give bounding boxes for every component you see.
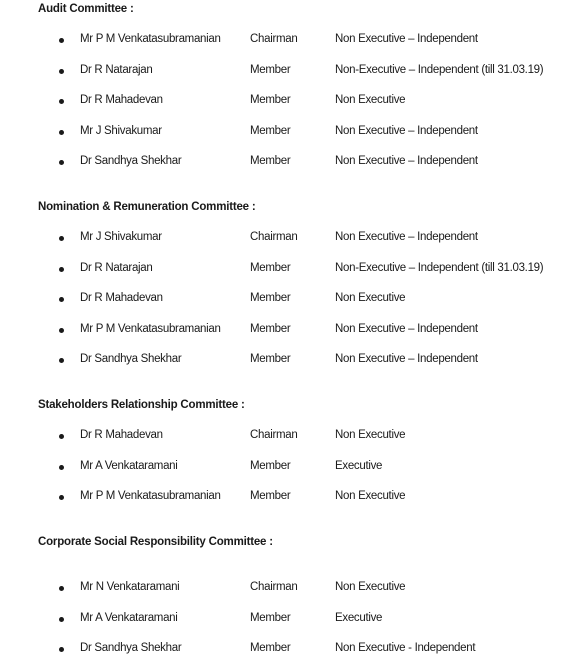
member-status: Non Executive bbox=[335, 429, 406, 441]
member-name: Mr A Venkataramani bbox=[80, 612, 178, 624]
member-name: Mr P M Venkatasubramanian bbox=[80, 323, 221, 335]
member-role: Chairman bbox=[250, 231, 298, 243]
member-name: Dr R Mahadevan bbox=[80, 94, 163, 106]
member-role: Member bbox=[250, 125, 291, 137]
bullet-icon bbox=[59, 160, 64, 165]
member-role: Member bbox=[250, 64, 291, 76]
member-row bbox=[0, 231, 578, 247]
committee-heading-csr: Corporate Social Responsibility Committee : bbox=[38, 536, 273, 548]
member-role: Member bbox=[250, 262, 291, 274]
committee-heading-stakeholders: Stakeholders Relationship Committee : bbox=[38, 399, 245, 411]
member-name: Dr R Mahadevan bbox=[80, 429, 163, 441]
member-name: Dr Sandhya Shekhar bbox=[80, 642, 182, 654]
member-status: Non Executive – Independent bbox=[335, 323, 478, 335]
bullet-icon bbox=[59, 434, 64, 439]
member-name: Mr J Shivakumar bbox=[80, 125, 162, 137]
member-row bbox=[0, 33, 578, 49]
member-role: Chairman bbox=[250, 429, 298, 441]
member-row bbox=[0, 642, 578, 658]
member-role: Member bbox=[250, 323, 291, 335]
member-name: Mr P M Venkatasubramanian bbox=[80, 33, 221, 45]
member-name: Mr P M Venkatasubramanian bbox=[80, 490, 221, 502]
member-row bbox=[0, 125, 578, 141]
member-role: Chairman bbox=[250, 33, 298, 45]
member-role: Member bbox=[250, 612, 291, 624]
bullet-icon bbox=[59, 647, 64, 652]
member-row bbox=[0, 155, 578, 171]
member-role: Member bbox=[250, 353, 291, 365]
member-role: Member bbox=[250, 642, 291, 654]
member-name: Dr R Natarajan bbox=[80, 262, 153, 274]
bullet-icon bbox=[59, 130, 64, 135]
member-name: Mr N Venkataramani bbox=[80, 581, 180, 593]
member-row bbox=[0, 323, 578, 339]
member-status: Non Executive - Independent bbox=[335, 642, 476, 654]
member-row bbox=[0, 94, 578, 110]
member-row bbox=[0, 612, 578, 628]
member-status: Non Executive – Independent bbox=[335, 353, 478, 365]
member-row bbox=[0, 353, 578, 369]
bullet-icon bbox=[59, 99, 64, 104]
member-row bbox=[0, 262, 578, 278]
member-status: Non-Executive – Independent (till 31.03.19) bbox=[335, 262, 544, 274]
bullet-icon bbox=[59, 328, 64, 333]
member-role: Member bbox=[250, 490, 291, 502]
bullet-icon bbox=[59, 358, 64, 363]
member-row bbox=[0, 292, 578, 308]
member-status: Non Executive bbox=[335, 94, 406, 106]
bullet-icon bbox=[59, 297, 64, 302]
member-status: Non Executive bbox=[335, 581, 406, 593]
member-name: Dr R Natarajan bbox=[80, 64, 153, 76]
member-status: Executive bbox=[335, 612, 383, 624]
member-name: Mr A Venkataramani bbox=[80, 460, 178, 472]
member-row bbox=[0, 429, 578, 445]
member-role: Member bbox=[250, 292, 291, 304]
member-name: Dr Sandhya Shekhar bbox=[80, 353, 182, 365]
member-status: Non Executive – Independent bbox=[335, 231, 478, 243]
member-status: Non-Executive – Independent (till 31.03.19) bbox=[335, 64, 544, 76]
member-status: Non Executive – Independent bbox=[335, 155, 478, 167]
member-row bbox=[0, 64, 578, 80]
member-role: Chairman bbox=[250, 581, 298, 593]
bullet-icon bbox=[59, 465, 64, 470]
member-role: Member bbox=[250, 155, 291, 167]
member-status: Non Executive – Independent bbox=[335, 33, 478, 45]
member-status: Executive bbox=[335, 460, 383, 472]
member-name: Dr R Mahadevan bbox=[80, 292, 163, 304]
committee-heading-nomination: Nomination & Remuneration Committee : bbox=[38, 201, 256, 213]
member-status: Non Executive – Independent bbox=[335, 125, 478, 137]
member-row bbox=[0, 581, 578, 597]
member-name: Mr J Shivakumar bbox=[80, 231, 162, 243]
member-status: Non Executive bbox=[335, 292, 406, 304]
member-row bbox=[0, 490, 578, 506]
bullet-icon bbox=[59, 69, 64, 74]
bullet-icon bbox=[59, 617, 64, 622]
member-row bbox=[0, 460, 578, 476]
member-status: Non Executive bbox=[335, 490, 406, 502]
member-role: Member bbox=[250, 460, 291, 472]
bullet-icon bbox=[59, 267, 64, 272]
member-role: Member bbox=[250, 94, 291, 106]
member-name: Dr Sandhya Shekhar bbox=[80, 155, 182, 167]
bullet-icon bbox=[59, 586, 64, 591]
committee-heading-audit: Audit Committee : bbox=[38, 3, 134, 15]
bullet-icon bbox=[59, 495, 64, 500]
bullet-icon bbox=[59, 38, 64, 43]
bullet-icon bbox=[59, 236, 64, 241]
